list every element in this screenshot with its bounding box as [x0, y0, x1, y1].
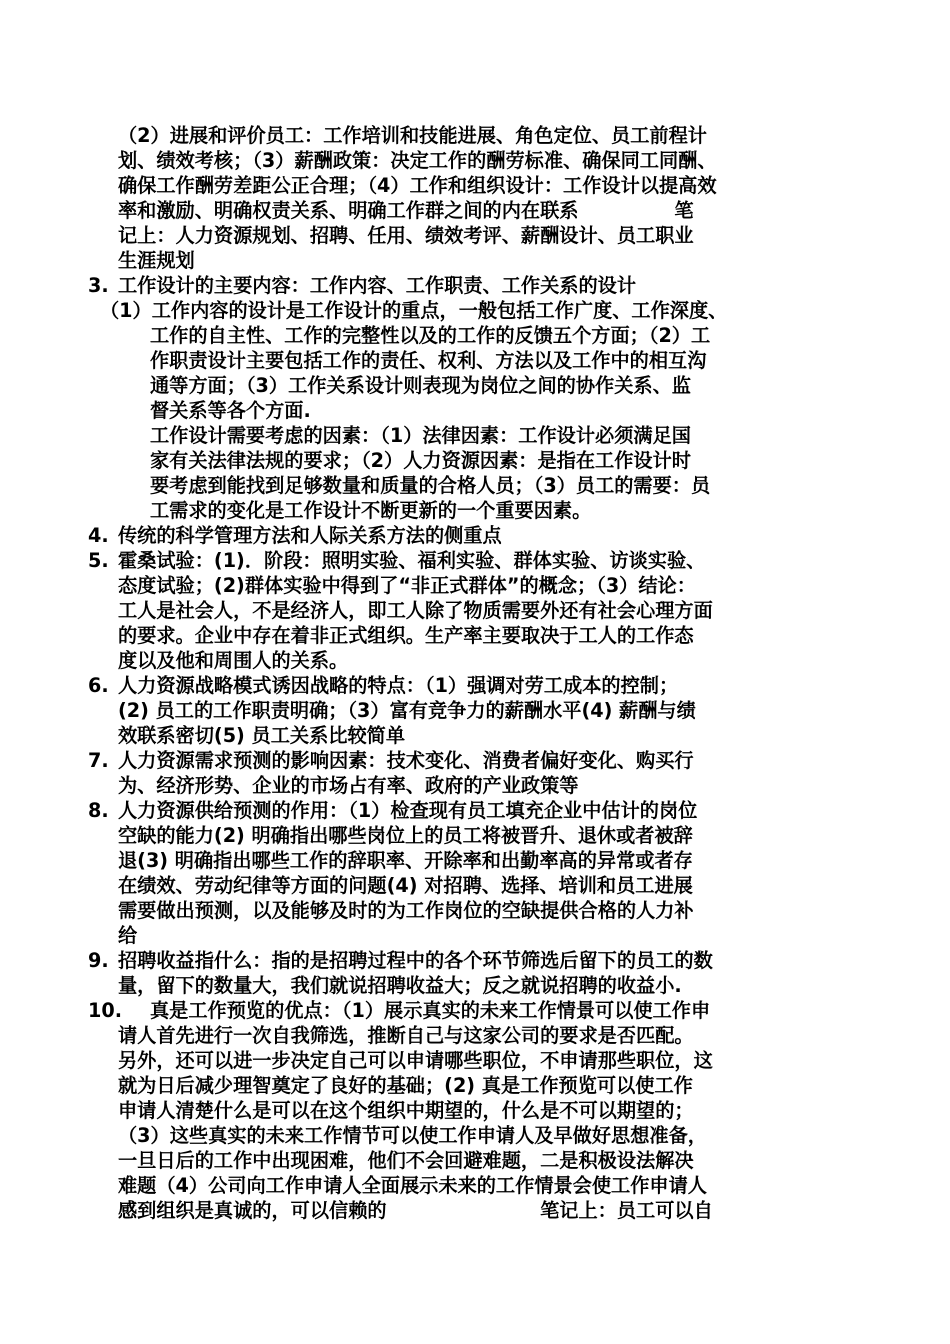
- item-number: 4.: [88, 524, 109, 547]
- item-number: 9.: [88, 949, 109, 972]
- item-number: 10.: [88, 999, 122, 1022]
- text-line: 一旦日后的工作中出现困难，他们不会回避难题，二是积极设法解决: [118, 1149, 694, 1172]
- text-line: 作职责设计主要包括工作的责任、权利、方法以及工作中的相互沟: [150, 349, 707, 372]
- text-line: 度以及他和周围人的关系。: [118, 649, 349, 672]
- text-line: 划、绩效考核；（3）薪酬政策：决定工作的酬劳标准、确保同工同酬、: [118, 149, 717, 172]
- text-line: （3）这些真实的未来工作情节可以使工作申请人及早做好思想准备，: [118, 1124, 707, 1147]
- item-number: 8.: [88, 799, 109, 822]
- text-line: 就为日后减少理智奠定了良好的基础；(2) 真是工作预览可以使工作: [118, 1074, 693, 1097]
- text-line: 生涯规划: [118, 249, 195, 272]
- text-line: 空缺的能力(2) 明确指出哪些岗位上的员工将被晋升、退休或者被辞: [118, 824, 693, 847]
- text-line: 态度试验；(2)群体实验中得到了“非正式群体”的概念；（3）结论：: [118, 574, 696, 597]
- text-line: 督关系等各个方面.: [150, 399, 311, 422]
- text-line: 人力资源需求预测的影响因素：技术变化、消费者偏好变化、购买行: [118, 749, 694, 772]
- text-line: 的要求。企业中存在着非正式组织。生产率主要取决于工人的工作态: [118, 624, 694, 647]
- text-line: 为、经济形势、企业的市场占有率、政府的产业政策等: [118, 774, 579, 797]
- text-line: 另外，还可以进一步决定自己可以申请哪些职位，不申请那些职位，这: [118, 1049, 713, 1072]
- text-line: 给: [118, 924, 138, 947]
- text-line: 工需求的变化是工作设计不断更新的一个重要因素。: [150, 499, 592, 522]
- text-line: 记上：人力资源规划、招聘、任用、绩效考评、薪酬设计、员工职业: [118, 224, 694, 247]
- text-line: 人力资源供给预测的作用：（1）检查现有员工填充企业中估计的岗位: [118, 799, 698, 822]
- item-number: 3.: [88, 274, 109, 297]
- text-line: 率和激励、明确权责关系、明确工作群之间的内在联系 笔: [118, 199, 694, 222]
- text-line: 确保工作酬劳差距公正合理；（4）工作和组织设计：工作设计以提高效: [118, 174, 717, 197]
- text-line: 传统的科学管理方法和人际关系方法的侧重点: [118, 524, 502, 547]
- text-line: 在绩效、劳动纪律等方面的问题(4) 对招聘、选择、培训和员工进展: [118, 874, 693, 897]
- text-line: 难题（4）公司向工作申请人全面展示未来的工作情景会使工作申请人: [118, 1174, 707, 1197]
- text-line: 效联系密切(5) 员工关系比较简单: [118, 724, 406, 747]
- text-line: 通等方面；（3）工作关系设计则表现为岗位之间的协作关系、监: [150, 374, 691, 397]
- text-line: 要考虑到能找到足够数量和质量的合格人员；（3）员工的需要：员: [150, 474, 711, 497]
- text-line: 家有关法律法规的要求；（2）人力资源因素：是指在工作设计时: [150, 449, 691, 472]
- text-line: 人力资源战略模式诱因战略的特点：（1）强调对劳工成本的控制；: [118, 674, 679, 697]
- text-line: 真是工作预览的优点：（1）展示真实的未来工作情景可以使工作申: [150, 999, 711, 1022]
- text-line: 工作设计的主要内容：工作内容、工作职责、工作关系的设计: [118, 274, 637, 297]
- text-line: （1）工作内容的设计是工作设计的重点，一般包括工作广度、工作深度、: [100, 299, 728, 322]
- text-line: (2) 员工的工作职责明确；（3）富有竞争力的薪酬水平(4) 薪酬与绩: [118, 699, 696, 722]
- text-line: 工作设计需要考虑的因素：（1）法律因素：工作设计必须满足国: [150, 424, 691, 447]
- text-line: 霍桑试验：(1)．阶段：照明实验、福利实验、群体实验、访谈实验、: [118, 549, 706, 572]
- item-number: 6.: [88, 674, 109, 697]
- text-line: 招聘收益指什么：指的是招聘过程中的各个环节筛选后留下的员工的数: [118, 949, 713, 972]
- text-line: 退(3) 明确指出哪些工作的辞职率、开除率和出勤率高的异常或者存: [118, 849, 693, 872]
- text-line: （2）进展和评价员工：工作培训和技能进展、角色定位、员工前程计: [118, 124, 707, 147]
- text-line: 工作的自主性、工作的完整性以及的工作的反馈五个方面；（2）工: [150, 324, 711, 347]
- text-line: 请人首先进行一次自我筛选，推断自己与这家公司的要求是否匹配。: [118, 1024, 694, 1047]
- text-line: 感到组织是真诚的，可以信赖的 笔记上：员工可以自: [118, 1199, 713, 1222]
- text-line: 需要做出预测，以及能够及时的为工作岗位的空缺提供合格的人力补: [118, 899, 694, 922]
- text-line: 量，留下的数量大，我们就说招聘收益大；反之就说招聘的收益小.: [118, 974, 682, 997]
- item-number: 5.: [88, 549, 109, 572]
- item-number: 7.: [88, 749, 109, 772]
- text-line: 申请人清楚什么是可以在这个组织中期望的，什么是不可以期望的；: [118, 1099, 694, 1122]
- text-line: 工人是社会人，不是经济人，即工人除了物质需要外还有社会心理方面: [118, 599, 713, 622]
